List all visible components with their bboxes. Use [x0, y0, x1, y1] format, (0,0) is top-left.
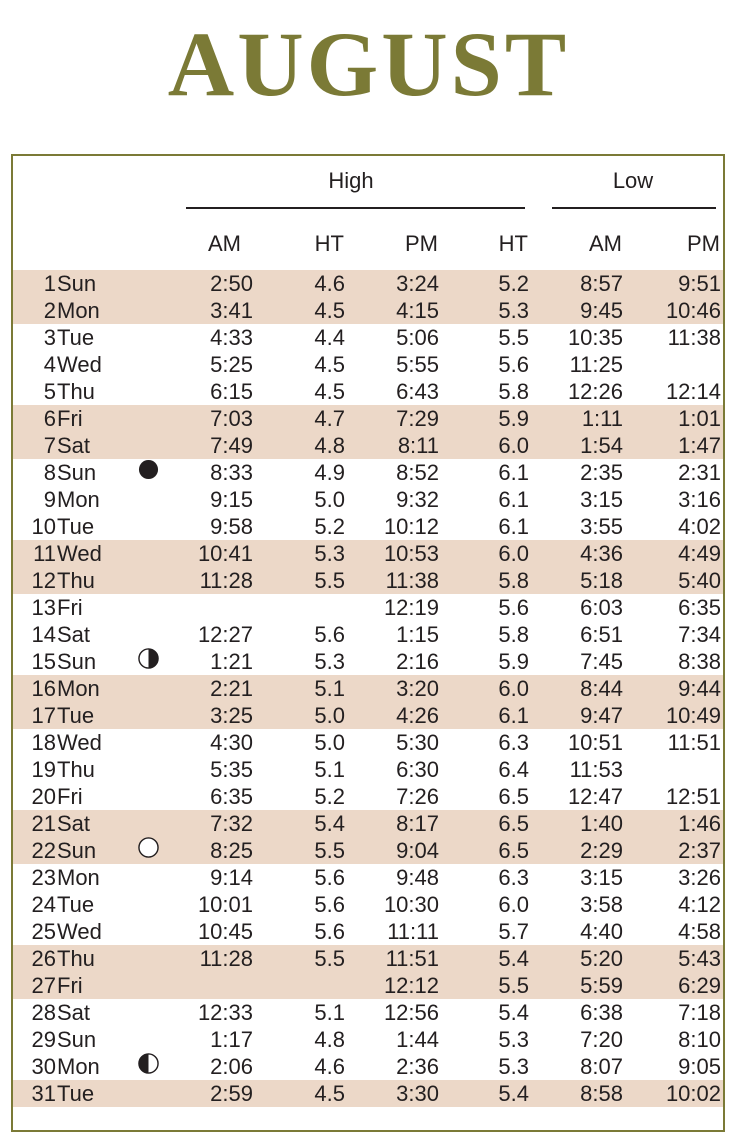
high-pm-time: 7:26 [396, 784, 439, 809]
high-am-time: 7:03 [210, 406, 253, 431]
table-row [13, 972, 723, 999]
high-pm-height: 5.5 [498, 325, 529, 350]
high-pm-time: 4:26 [396, 703, 439, 728]
high-am-height: 4.8 [314, 1027, 345, 1052]
col-header-high-am: AM [208, 231, 241, 256]
table-row [13, 567, 723, 594]
day-of-week: Thu [57, 946, 95, 971]
high-pm-time: 6:43 [396, 379, 439, 404]
high-pm-time: 8:11 [397, 433, 439, 458]
table-row [13, 945, 723, 972]
high-am-height: 5.2 [314, 784, 345, 809]
high-pm-height: 6.0 [498, 892, 529, 917]
day-number: 1 [43, 271, 56, 296]
day-number: 12 [31, 568, 56, 593]
day-of-week: Tue [57, 892, 95, 917]
low-am-time: 3:15 [580, 487, 623, 512]
high-pm-height: 6.4 [498, 757, 529, 782]
high-pm-height: 6.0 [498, 541, 529, 566]
low-am-time: 5:18 [580, 568, 623, 593]
col-header-low-am: AM [589, 231, 622, 256]
high-am-time: 7:49 [210, 433, 253, 458]
high-am-height: 5.6 [314, 865, 345, 890]
day-number: 31 [31, 1081, 56, 1106]
low-am-time: 2:29 [580, 838, 623, 863]
day-of-week: Mon [57, 298, 100, 323]
high-pm-time: 9:04 [396, 838, 439, 863]
day-number: 19 [31, 757, 56, 782]
table-row [13, 756, 723, 783]
high-pm-height: 5.8 [498, 622, 529, 647]
day-of-week: Wed [57, 730, 102, 755]
high-pm-time: 5:06 [396, 325, 439, 350]
day-number: 9 [43, 487, 56, 512]
day-of-week: Thu [57, 379, 95, 404]
high-pm-height: 5.9 [498, 649, 529, 674]
table-row [13, 675, 723, 702]
low-group-rule [552, 207, 716, 209]
low-am-time: 9:47 [580, 703, 623, 728]
low-am-time: 9:45 [580, 298, 623, 323]
high-pm-height: 5.6 [498, 352, 529, 377]
day-of-week: Fri [57, 973, 83, 998]
table-row [13, 648, 723, 675]
day-of-week: Wed [57, 541, 102, 566]
high-pm-height: 6.1 [498, 703, 529, 728]
table-row [13, 270, 723, 297]
high-pm-height: 5.4 [498, 1081, 529, 1106]
high-group-label: High [328, 168, 374, 193]
day-number: 18 [31, 730, 56, 755]
table-row [13, 1026, 723, 1053]
low-am-time: 12:47 [567, 784, 623, 809]
table-row [13, 459, 723, 486]
low-am-time: 10:35 [567, 325, 623, 350]
table-row [13, 432, 723, 459]
high-pm-height: 6.0 [498, 676, 529, 701]
low-pm-time: 9:51 [678, 271, 721, 296]
low-pm-time: 1:46 [678, 811, 721, 836]
table-row [13, 837, 723, 864]
low-am-time: 3:15 [580, 865, 623, 890]
high-am-height: 5.6 [314, 622, 345, 647]
high-am-time: 11:28 [199, 946, 253, 971]
day-of-week: Mon [57, 1054, 100, 1079]
day-number: 29 [31, 1027, 56, 1052]
high-pm-height: 6.5 [498, 784, 529, 809]
high-pm-height: 6.5 [498, 811, 529, 836]
day-of-week: Fri [57, 406, 83, 431]
day-number: 23 [31, 865, 56, 890]
low-am-time: 8:44 [580, 676, 623, 701]
day-number: 6 [43, 406, 56, 431]
high-am-time: 12:27 [197, 622, 253, 647]
high-am-time: 3:41 [210, 298, 253, 323]
high-am-height: 4.5 [314, 298, 345, 323]
high-am-height: 4.7 [314, 406, 345, 431]
high-pm-time: 9:32 [396, 487, 439, 512]
low-am-time: 8:58 [580, 1081, 623, 1106]
col-header-high-pm-ht: HT [498, 231, 528, 256]
day-of-week: Sun [57, 1027, 97, 1052]
low-pm-time: 8:38 [678, 649, 721, 674]
low-am-time: 8:57 [580, 271, 623, 296]
high-group-rule [186, 207, 525, 209]
high-am-time: 9:58 [210, 514, 253, 539]
low-pm-time: 10:46 [665, 298, 721, 323]
high-am-time: 2:50 [210, 271, 253, 296]
high-pm-time: 3:20 [396, 676, 439, 701]
day-number: 4 [43, 352, 56, 377]
high-pm-time: 3:30 [396, 1081, 439, 1106]
low-pm-time: 7:34 [678, 622, 721, 647]
high-pm-height: 5.4 [498, 946, 529, 971]
low-am-time: 7:45 [580, 649, 623, 674]
table-row [13, 1080, 723, 1107]
high-am-height: 5.2 [314, 514, 345, 539]
high-pm-height: 5.8 [498, 568, 529, 593]
high-pm-height: 5.8 [498, 379, 529, 404]
high-am-height: 5.0 [314, 730, 345, 755]
high-am-height: 5.1 [314, 676, 345, 701]
low-am-time: 1:40 [580, 811, 623, 836]
high-am-height: 4.4 [314, 325, 345, 350]
high-am-time: 3:25 [210, 703, 253, 728]
high-pm-height: 6.1 [498, 487, 529, 512]
high-am-time: 2:59 [210, 1081, 253, 1106]
day-number: 2 [43, 298, 56, 323]
table-row [13, 810, 723, 837]
table-row [13, 999, 723, 1026]
high-pm-time: 10:12 [383, 514, 439, 539]
low-pm-time: 12:51 [665, 784, 721, 809]
table-row [13, 378, 723, 405]
high-pm-time: 5:55 [396, 352, 439, 377]
table-row [13, 405, 723, 432]
high-am-height: 5.5 [314, 568, 345, 593]
new-moon-icon [138, 459, 159, 480]
day-number: 24 [31, 892, 56, 917]
high-pm-height: 6.5 [498, 838, 529, 863]
high-pm-time: 7:29 [396, 406, 439, 431]
high-pm-height: 5.7 [498, 919, 529, 944]
low-pm-time: 4:49 [678, 541, 721, 566]
high-am-height: 5.6 [314, 919, 345, 944]
low-am-time: 8:07 [580, 1054, 623, 1079]
high-pm-time: 12:19 [383, 595, 439, 620]
low-pm-time: 4:12 [678, 892, 721, 917]
high-pm-time: 6:30 [396, 757, 439, 782]
high-am-time: 10:01 [197, 892, 253, 917]
table-row [13, 540, 723, 567]
high-pm-time: 11:51 [385, 946, 439, 971]
day-of-week: Sat [57, 1000, 91, 1025]
low-am-time: 11:25 [569, 352, 623, 377]
col-header-high-pm: PM [405, 231, 438, 256]
table-row [13, 594, 723, 621]
table-row [13, 918, 723, 945]
day-of-week: Mon [57, 865, 100, 890]
high-am-time: 1:17 [210, 1027, 253, 1052]
low-pm-time: 11:38 [667, 325, 721, 350]
low-am-time: 6:38 [580, 1000, 623, 1025]
day-number: 10 [31, 514, 56, 539]
high-pm-time: 3:24 [396, 271, 439, 296]
high-am-height: 4.5 [314, 352, 345, 377]
low-am-time: 4:36 [580, 541, 623, 566]
low-pm-time: 9:44 [678, 676, 721, 701]
high-pm-height: 5.2 [498, 271, 529, 296]
high-am-time: 9:14 [210, 865, 253, 890]
low-pm-time: 2:31 [678, 460, 721, 485]
low-am-time: 5:20 [580, 946, 623, 971]
high-pm-height: 5.4 [498, 1000, 529, 1025]
high-am-height: 5.0 [314, 703, 345, 728]
low-pm-time: 11:51 [667, 730, 721, 755]
day-of-week: Tue [57, 325, 95, 350]
high-pm-time: 12:56 [383, 1000, 439, 1025]
low-group-label: Low [612, 168, 654, 193]
high-am-time: 9:15 [210, 487, 253, 512]
day-number: 11 [33, 541, 56, 566]
low-am-time: 7:20 [580, 1027, 623, 1052]
high-pm-height: 5.6 [498, 595, 529, 620]
high-pm-time: 11:38 [385, 568, 439, 593]
low-pm-time: 4:02 [678, 514, 721, 539]
day-number: 7 [43, 433, 56, 458]
low-am-time: 5:59 [580, 973, 623, 998]
day-of-week: Fri [57, 595, 83, 620]
day-number: 22 [31, 838, 56, 863]
low-am-time: 10:51 [567, 730, 623, 755]
low-pm-time: 1:47 [678, 433, 721, 458]
day-number: 21 [31, 811, 56, 836]
day-of-week: Tue [57, 1081, 95, 1106]
low-pm-time: 9:05 [678, 1054, 721, 1079]
high-pm-time: 9:48 [396, 865, 439, 890]
col-header-low-pm: PM [687, 231, 720, 256]
high-pm-time: 10:30 [383, 892, 439, 917]
day-number: 14 [31, 622, 56, 647]
high-pm-height: 6.3 [498, 730, 529, 755]
high-am-height: 5.6 [314, 892, 345, 917]
high-am-time: 7:32 [210, 811, 253, 836]
table-row [13, 621, 723, 648]
high-pm-height: 6.3 [498, 865, 529, 890]
low-am-time: 6:51 [580, 622, 623, 647]
high-pm-height: 5.3 [498, 1054, 529, 1079]
high-pm-time: 12:12 [383, 973, 439, 998]
high-pm-time: 10:53 [383, 541, 439, 566]
high-pm-height: 6.0 [498, 433, 529, 458]
high-am-time: 12:33 [197, 1000, 253, 1025]
high-pm-height: 5.3 [498, 298, 529, 323]
day-number: 26 [31, 946, 56, 971]
day-of-week: Thu [57, 568, 95, 593]
high-pm-time: 11:11 [387, 919, 439, 944]
high-pm-height: 6.1 [498, 514, 529, 539]
day-of-week: Mon [57, 676, 100, 701]
high-am-height: 5.5 [314, 946, 345, 971]
page-title: AUGUST [167, 13, 570, 115]
day-of-week: Sat [57, 433, 91, 458]
low-pm-time: 1:01 [678, 406, 721, 431]
high-am-time: 2:21 [210, 676, 253, 701]
high-am-time: 8:33 [210, 460, 253, 485]
low-am-time: 1:11 [581, 406, 623, 431]
low-pm-time: 5:40 [678, 568, 721, 593]
day-of-week: Sun [57, 460, 97, 485]
low-pm-time: 3:26 [678, 865, 721, 890]
day-of-week: Sun [57, 271, 97, 296]
day-of-week: Sat [57, 811, 91, 836]
high-am-height: 5.0 [314, 487, 345, 512]
day-of-week: Fri [57, 784, 83, 809]
low-pm-time: 8:10 [678, 1027, 721, 1052]
day-number: 27 [31, 973, 56, 998]
high-am-height: 4.5 [314, 1081, 345, 1106]
high-am-time: 2:06 [210, 1054, 253, 1079]
last-quarter-moon-icon [138, 1053, 159, 1074]
high-pm-time: 2:36 [396, 1054, 439, 1079]
high-am-time: 5:25 [210, 352, 253, 377]
high-pm-height: 5.3 [498, 1027, 529, 1052]
day-number: 25 [31, 919, 56, 944]
high-am-time: 4:33 [210, 325, 253, 350]
low-am-time: 12:26 [567, 379, 623, 404]
high-pm-height: 5.9 [498, 406, 529, 431]
day-of-week: Sun [57, 649, 97, 674]
table-row [13, 324, 723, 351]
table-row [13, 486, 723, 513]
high-am-time: 1:21 [210, 649, 253, 674]
day-number: 28 [31, 1000, 56, 1025]
table-row [13, 864, 723, 891]
high-pm-time: 4:15 [396, 298, 439, 323]
day-of-week: Wed [57, 352, 102, 377]
low-am-time: 11:53 [569, 757, 623, 782]
low-am-time: 2:35 [580, 460, 623, 485]
high-am-time: 6:15 [210, 379, 253, 404]
day-of-week: Thu [57, 757, 95, 782]
table-row [13, 351, 723, 378]
day-number: 3 [43, 325, 56, 350]
table-row [13, 783, 723, 810]
high-pm-height: 5.5 [498, 973, 529, 998]
high-am-time: 10:45 [197, 919, 253, 944]
high-am-height: 5.3 [314, 649, 345, 674]
high-pm-time: 2:16 [396, 649, 439, 674]
low-pm-time: 2:37 [678, 838, 721, 863]
high-pm-height: 6.1 [498, 460, 529, 485]
high-am-time: 8:25 [210, 838, 253, 863]
high-am-time: 10:41 [197, 541, 253, 566]
high-am-height: 4.9 [314, 460, 345, 485]
low-pm-time: 4:58 [678, 919, 721, 944]
high-pm-time: 8:17 [396, 811, 439, 836]
table-row [13, 729, 723, 756]
high-am-height: 5.5 [314, 838, 345, 863]
day-number: 15 [31, 649, 56, 674]
day-number: 20 [31, 784, 56, 809]
low-pm-time: 12:14 [665, 379, 721, 404]
day-of-week: Sun [57, 838, 97, 863]
low-pm-time: 7:18 [678, 1000, 721, 1025]
high-am-height: 5.1 [314, 757, 345, 782]
table-row [13, 702, 723, 729]
high-pm-time: 5:30 [396, 730, 439, 755]
high-am-time: 4:30 [210, 730, 253, 755]
table-row [13, 891, 723, 918]
low-am-time: 1:54 [580, 433, 623, 458]
day-number: 5 [43, 379, 56, 404]
day-of-week: Tue [57, 703, 95, 728]
high-am-height: 4.6 [314, 271, 345, 296]
low-am-time: 3:58 [580, 892, 623, 917]
col-header-high-am-ht: HT [314, 231, 344, 256]
high-pm-time: 1:44 [396, 1027, 439, 1052]
high-am-height: 4.5 [314, 379, 345, 404]
low-pm-time: 3:16 [678, 487, 721, 512]
table-row [13, 1053, 723, 1080]
low-am-time: 6:03 [580, 595, 623, 620]
table-row [13, 297, 723, 324]
day-number: 8 [43, 460, 56, 485]
day-of-week: Sat [57, 622, 91, 647]
high-am-height: 5.1 [314, 1000, 345, 1025]
high-am-time: 5:35 [210, 757, 253, 782]
high-am-time: 11:28 [199, 568, 253, 593]
day-number: 30 [31, 1054, 56, 1079]
high-am-height: 5.3 [314, 541, 345, 566]
tide-table-body [13, 270, 723, 1107]
high-am-height: 5.4 [314, 811, 345, 836]
low-pm-time: 6:35 [678, 595, 721, 620]
table-row [13, 513, 723, 540]
low-am-time: 4:40 [580, 919, 623, 944]
day-of-week: Tue [57, 514, 95, 539]
low-pm-time: 10:02 [665, 1081, 721, 1106]
day-number: 17 [31, 703, 56, 728]
low-pm-time: 10:49 [665, 703, 721, 728]
day-of-week: Wed [57, 919, 102, 944]
day-number: 13 [31, 595, 56, 620]
day-of-week: Mon [57, 487, 100, 512]
high-am-height: 4.6 [314, 1054, 345, 1079]
high-pm-time: 8:52 [396, 460, 439, 485]
low-pm-time: 5:43 [678, 946, 721, 971]
low-pm-time: 6:29 [678, 973, 721, 998]
low-am-time: 3:55 [580, 514, 623, 539]
high-am-height: 4.8 [314, 433, 345, 458]
high-pm-time: 1:15 [396, 622, 439, 647]
high-am-time: 6:35 [210, 784, 253, 809]
first-quarter-moon-icon [138, 648, 159, 669]
day-number: 16 [31, 676, 56, 701]
full-moon-icon [138, 837, 159, 858]
